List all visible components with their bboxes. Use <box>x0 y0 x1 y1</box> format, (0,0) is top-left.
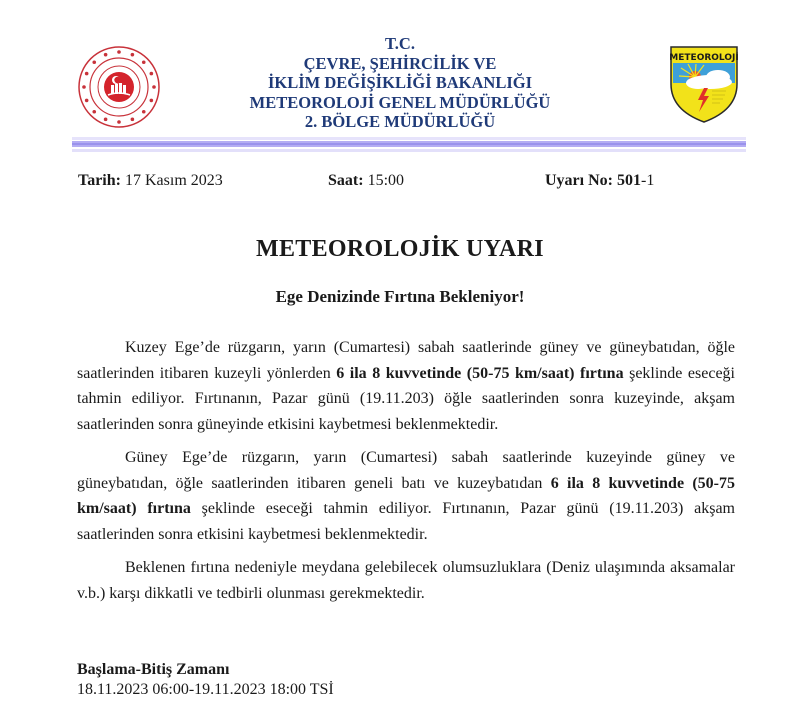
paragraph-north-aegean <box>77 335 735 437</box>
time-value: 15:00 <box>367 172 405 189</box>
seal-star-icon <box>142 110 146 114</box>
seal-star-icon <box>131 53 135 57</box>
date-field <box>78 172 223 190</box>
seal-star-icon <box>152 85 156 89</box>
paragraph-caution <box>77 555 735 606</box>
paragraph-text: şeklinde eseceği tahmin ediliyor. Fırtınanın, Pazar günü (19.11.203) akşam saatlerinden sonra etkisini kaybetmesi beklenmektedir. <box>77 500 736 543</box>
seal-star-icon <box>150 72 154 76</box>
seal-star-icon <box>85 99 89 103</box>
date-label: Tarih: <box>78 172 121 189</box>
paragraph-text: Güney Ege’de rüzgarın, yarın (Cumartesi) sabah saatlerinde kuzeyinde güney ve güneybatıdan, öğle saatlerinden itibaren geneli batı ve kuzeybatıdan <box>77 449 735 492</box>
header-line-directorate: METEOROLOJİ GENEL MÜDÜRLÜĞÜ <box>249 92 551 112</box>
header-divider-top <box>72 137 746 140</box>
paragraph-text: Kuzey Ege’de rüzgarın, yarın (Cumartesi) sabah saatlerinde güney ve güneybatıdan, öğle saatlerinden itibaren kuzeyli yönlerden <box>77 339 735 382</box>
seal-star-icon <box>85 72 89 76</box>
seal-star-icon <box>117 50 121 54</box>
seal-star-icon <box>150 99 154 103</box>
paragraph-south-aegean <box>77 445 735 547</box>
paragraph-text: şeklinde eseceği tahmin ediliyor. Fırtınanın, Pazar günü (19.11.203) öğle saatlerinden sonra kuzeyinde, akşam saatlerinden sonra güneyinde etkisini kaybetmesi beklenmektedir. <box>77 364 735 433</box>
seal-star-icon <box>82 85 86 89</box>
validity-period-value: 18.11.2023 06:00-19.11.2023 18:00 TSİ <box>77 681 334 698</box>
seal-star-icon <box>92 110 96 114</box>
seal-star-icon <box>142 60 146 64</box>
organization-header <box>200 34 600 132</box>
time-field <box>328 172 404 190</box>
warning-number-label: Uyarı No: <box>545 172 613 189</box>
paragraph-text: Beklenen fırtına nedeniyle meydana gelebilecek olumsuzluklara (Deniz ulaşımında aksamalar v.b.) karşı dikkatli ve tedbirli olunması gerekmektedir. <box>77 559 735 602</box>
document-title: METEOROLOJİK UYARI <box>256 236 544 262</box>
header-line-regional: 2. BÖLGE MÜDÜRLÜĞÜ <box>304 112 496 131</box>
warning-number-value: 501 <box>616 172 641 189</box>
warning-number-suffix: -1 <box>640 172 655 189</box>
header-line-ministry-1: ÇEVRE, ŞEHİRCİLİK VE <box>303 53 497 73</box>
validity-period <box>77 660 334 700</box>
seal-star-icon <box>92 60 96 64</box>
document-subtitle: Ege Denizinde Fırtına Bekleniyor! <box>275 287 525 306</box>
header-line-ministry-2: İKLİM DEĞİŞİKLİĞİ BAKANLIĞI <box>267 73 533 92</box>
paragraph-emphasis: 6 ila 8 kuvvetinde (50-75 km/saat) fırtına <box>77 474 735 517</box>
date-value: 17 Kasım 2023 <box>124 172 223 189</box>
validity-period-label: Başlama-Bitiş Zamanı <box>77 661 230 678</box>
seal-star-icon <box>104 53 108 57</box>
seal-star-icon <box>117 120 121 124</box>
header-line-tc: T.C. <box>385 34 415 53</box>
paragraph-emphasis: 6 ila 8 kuvvetinde (50-75 km/saat) fırtına <box>336 364 624 382</box>
document-body <box>77 335 735 614</box>
svg-text:METEOROLOJİ: METEOROLOJİ <box>669 53 739 63</box>
ministry-seal-icon <box>78 46 160 128</box>
seal-star-icon <box>131 118 135 122</box>
warning-number-field <box>545 172 654 190</box>
meteoroloji-shield-icon <box>668 44 740 124</box>
header-divider-core <box>72 143 746 145</box>
seal-star-icon <box>104 118 108 122</box>
time-label: Saat: <box>328 172 364 189</box>
header-divider-bottom <box>72 149 746 152</box>
